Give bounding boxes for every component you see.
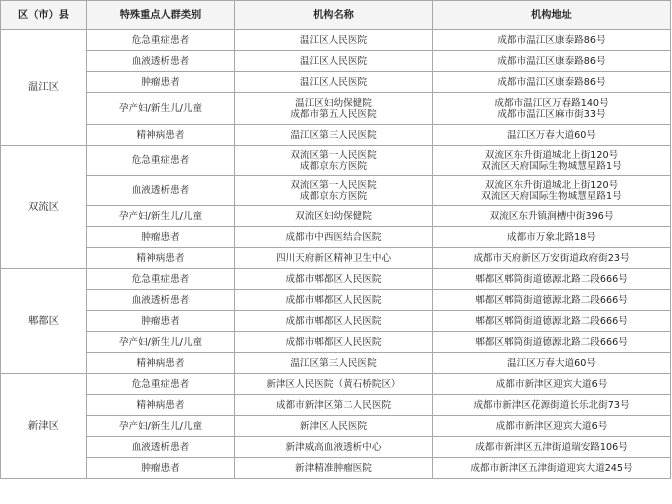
institution-cell: 温江区妇幼保健院 成都市第五人民医院	[235, 93, 433, 125]
category-cell: 血液透析患者	[87, 176, 235, 206]
address-cell: 双流区东升街道城北上街120号 双流区天府国际生物城慧星路1号	[433, 176, 671, 206]
institution-cell: 成都市郫都区人民医院	[235, 290, 433, 311]
header-row	[1, 1, 671, 30]
institution-cell: 双流区第一人民医院 成都京东方医院	[235, 146, 433, 176]
table-row	[1, 125, 671, 146]
category-cell: 肿瘤患者	[87, 458, 235, 479]
table-row	[1, 458, 671, 479]
address-cell: 成都市温江区康泰路86号	[433, 30, 671, 51]
address-cell: 成都市温江区康泰路86号	[433, 72, 671, 93]
institution-cell: 成都市新津区第二人民医院	[235, 395, 433, 416]
institution-cell: 双流区妇幼保健院	[235, 206, 433, 227]
address-cell: 成都市万象北路18号	[433, 227, 671, 248]
address-cell: 郫都区郫筒街道德源北路二段666号	[433, 269, 671, 290]
table-row	[1, 93, 671, 125]
institution-cell: 温江区第三人民医院	[235, 353, 433, 374]
table-row	[1, 176, 671, 206]
address-cell: 郫都区郫筒街道德源北路二段666号	[433, 311, 671, 332]
institution-cell: 温江区第三人民医院	[235, 125, 433, 146]
category-cell: 精神病患者	[87, 248, 235, 269]
category-cell: 危急重症患者	[87, 30, 235, 51]
table-row	[1, 395, 671, 416]
district-cell: 郫都区	[1, 269, 87, 374]
address-cell: 郫都区郫筒街道德源北路二段666号	[433, 332, 671, 353]
address-cell: 成都市新津区迎宾大道6号	[433, 416, 671, 437]
category-cell: 孕产妇/新生儿/儿童	[87, 416, 235, 437]
category-cell: 血液透析患者	[87, 290, 235, 311]
district-cell: 温江区	[1, 30, 87, 146]
table-row	[1, 227, 671, 248]
table-row	[1, 416, 671, 437]
institution-cell: 温江区人民医院	[235, 51, 433, 72]
table-row	[1, 269, 671, 290]
table-row	[1, 51, 671, 72]
category-cell: 危急重症患者	[87, 269, 235, 290]
table-row	[1, 332, 671, 353]
category-cell: 肿瘤患者	[87, 311, 235, 332]
table-row	[1, 72, 671, 93]
address-cell: 成都市新津区五津街道迎宾大道245号	[433, 458, 671, 479]
address-cell: 温江区万春大道60号	[433, 353, 671, 374]
institution-cell: 成都市郫都区人民医院	[235, 332, 433, 353]
institution-cell: 双流区第一人民医院 成都京东方医院	[235, 176, 433, 206]
header-district: 区（市）县	[1, 1, 87, 30]
category-cell: 血液透析患者	[87, 51, 235, 72]
institution-cell: 温江区人民医院	[235, 72, 433, 93]
institution-cell: 新津精准肿瘤医院	[235, 458, 433, 479]
address-cell: 成都市天府新区万安街道政府街23号	[433, 248, 671, 269]
category-cell: 精神病患者	[87, 395, 235, 416]
address-cell: 成都市新津区迎宾大道6号	[433, 374, 671, 395]
category-cell: 精神病患者	[87, 125, 235, 146]
district-cell: 双流区	[1, 146, 87, 269]
table-row	[1, 374, 671, 395]
category-cell: 孕产妇/新生儿/儿童	[87, 332, 235, 353]
category-cell: 血液透析患者	[87, 437, 235, 458]
table-row	[1, 206, 671, 227]
table-row	[1, 146, 671, 176]
institution-cell: 新津区人民医院	[235, 416, 433, 437]
institution-cell: 新津区人民医院（黄石桥院区）	[235, 374, 433, 395]
institution-cell: 成都市郫都区人民医院	[235, 269, 433, 290]
district-cell: 新津区	[1, 374, 87, 479]
table-row	[1, 311, 671, 332]
category-cell: 危急重症患者	[87, 146, 235, 176]
address-cell: 温江区万春大道60号	[433, 125, 671, 146]
institution-cell: 四川天府新区精神卫生中心	[235, 248, 433, 269]
header-address: 机构地址	[433, 1, 671, 30]
category-cell: 危急重症患者	[87, 374, 235, 395]
institution-cell: 温江区人民医院	[235, 30, 433, 51]
institution-cell: 成都市郫都区人民医院	[235, 311, 433, 332]
address-cell: 成都市温江区万春路140号 成都市温江区麻市街33号	[433, 93, 671, 125]
address-cell: 双流区东升镇涧槽中街396号	[433, 206, 671, 227]
table-row	[1, 248, 671, 269]
address-cell: 成都市温江区康泰路86号	[433, 51, 671, 72]
header-institution: 机构名称	[235, 1, 433, 30]
category-cell: 孕产妇/新生儿/儿童	[87, 206, 235, 227]
category-cell: 精神病患者	[87, 353, 235, 374]
header-category: 特殊重点人群类别	[87, 1, 235, 30]
table-row	[1, 437, 671, 458]
address-cell: 成都市新津区五津街道瑞安路106号	[433, 437, 671, 458]
address-cell: 双流区东升街道城北上街120号 双流区天府国际生物城慧星路1号	[433, 146, 671, 176]
category-cell: 肿瘤患者	[87, 227, 235, 248]
address-cell: 郫都区郫筒街道德源北路二段666号	[433, 290, 671, 311]
table-row	[1, 30, 671, 51]
category-cell: 肿瘤患者	[87, 72, 235, 93]
institution-cell: 新津威高血液透析中心	[235, 437, 433, 458]
table-row	[1, 290, 671, 311]
table-row	[1, 353, 671, 374]
category-cell: 孕产妇/新生儿/儿童	[87, 93, 235, 125]
institution-cell: 成都市中西医结合医院	[235, 227, 433, 248]
address-cell: 成都市新津区花源街道长乐北街73号	[433, 395, 671, 416]
